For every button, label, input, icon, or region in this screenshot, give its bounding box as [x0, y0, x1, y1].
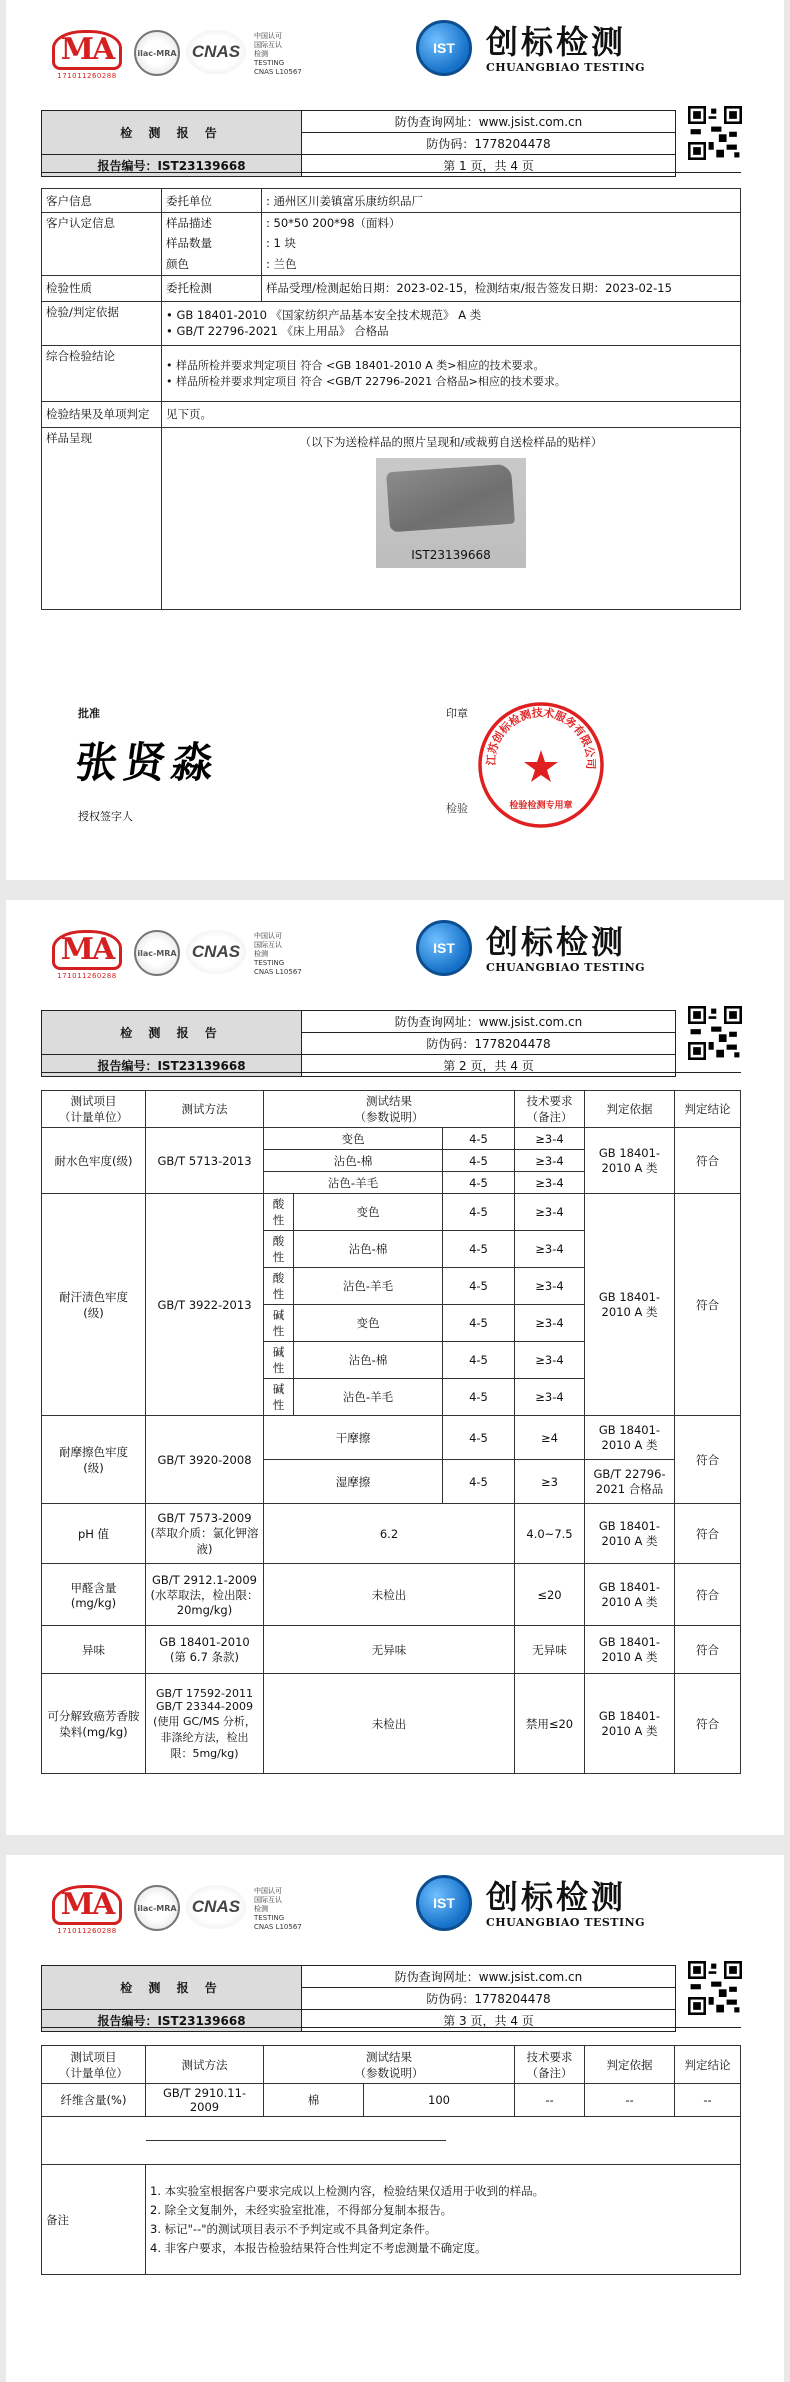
report-number: 报告编号：IST23139668 [42, 155, 302, 177]
qr-code [688, 1961, 742, 2015]
table-row: 综合检验结论 • 样品所检并要求判定项目 符合 <GB 18401-2010 A 类>相应的技术要求。 • 样品所检并要求判定项目 符合 <GB/T 22796-2021 合格品>相应的技术要求。 [42, 345, 741, 401]
table-row: 湿摩擦 4-5 ≥3 GB/T 22796-2021 合格品 [42, 1460, 741, 1504]
table-row: 碱性 沾色-棉 4-5 ≥3-4 [42, 1342, 741, 1379]
official-seal [476, 700, 606, 830]
report-header-table [41, 1965, 676, 2032]
seal-overlap-text: 检验 [446, 802, 468, 815]
table-row: 沾色-羊毛 4-5 ≥3-4 [42, 1172, 741, 1194]
report-title: 检 测 报 告 [42, 1011, 302, 1055]
page-indicator: 第 1 页，共 4 页 [302, 155, 676, 177]
seal-text: 江苏创标检测技术服务有限公司 [484, 706, 598, 770]
table-row: 客户信息 委托单位 : 通州区川姜镇富乐康纺织品厂 [42, 189, 741, 213]
table-row: 样品呈现 （以下为送检样品的照片呈现和/或裁剪自送检样品的贴样） IST23139668 [42, 427, 741, 609]
table-row: 耐摩擦色牢度 (级) GB/T 3920-2008 干摩擦 4-5 ≥4 GB 18401-2010 A 类 符合 [42, 1416, 741, 1460]
table-row: 客户认定信息 样品描述 : 50*50 200*98（面料） [42, 213, 741, 234]
signature: 张贤淼 [72, 738, 224, 787]
table-row: 酸性 沾色-棉 4-5 ≥3-4 [42, 1231, 741, 1268]
table-row: 检验性质 委托检测 样品受理/检测起始日期：2023-02-15，检测结束/报告签发日期：2023-02-15 [42, 275, 741, 301]
signer-label: 授权签字人 [78, 810, 133, 823]
cnas-logo: CNAS [186, 30, 246, 74]
ma-logo: MA 171011260288 [46, 30, 128, 82]
brand-name: 创标检测 [486, 1877, 627, 1916]
ilac-mra-logo: ilac-MRA [134, 1885, 180, 1931]
seal-label: 印章 [446, 707, 468, 720]
table-row: 甲醛含量 (mg/kg) GB/T 2912.1-2009 (水萃取法，检出限：20mg/kg) 未检出 ≤20 GB 18401-2010 A 类 符合 [42, 1564, 741, 1626]
report-page-3 [6, 1855, 784, 2382]
report-title: 检 测 报 告 [42, 111, 302, 155]
brand-name: 创标检测 [486, 22, 627, 61]
table-row: pH 值 GB/T 7573-2009 (萃取介质：氯化钾溶液) 6.2 4.0~7.5 GB 18401-2010 A 类 符合 [42, 1504, 741, 1564]
brand-en: CHUANGBIAO TESTING [486, 60, 646, 74]
note-item: 4. 非客户要求，本报告检验结果符合性判定不考虑测量不确定度。 [150, 2240, 487, 2255]
certification-logos [46, 30, 302, 82]
note-item: 2. 除全文复制外，未经实验室批准，不得部分复制本报告。 [150, 2202, 453, 2217]
ist-logo: IST [416, 1875, 472, 1931]
ilac-mra-logo: ilac-MRA [134, 930, 180, 976]
table-row: 碱性 变色 4-5 ≥3-4 [42, 1305, 741, 1342]
brand-en: CHUANGBIAO TESTING [486, 1915, 646, 1929]
table-row: 酸性 沾色-羊毛 4-5 ≥3-4 [42, 1268, 741, 1305]
anti-fake-code: 防伪码：1778204478 [302, 133, 676, 155]
table-row: 纤维含量(%) GB/T 2910.11-2009 棉 100 -- -- -- [42, 2084, 741, 2117]
brand-name: 创标检测 [486, 922, 627, 961]
table-row: 样品数量 : 1 块 [42, 233, 741, 253]
report-number: 报告编号：IST23139668 [42, 2010, 302, 2032]
cnas-logo: CNAS [186, 1885, 246, 1929]
report-page-1 [6, 0, 784, 880]
table-row: 异味 GB 18401-2010 (第 6.7 条款) 无异味 无异味 GB 18401-2010 A 类 符合 [42, 1626, 741, 1674]
report-title: 检 测 报 告 [42, 1966, 302, 2010]
report-header-table [41, 1010, 676, 1077]
ist-logo: IST [416, 20, 472, 76]
qr-code [688, 1006, 742, 1060]
sample-photo [376, 458, 526, 568]
seal-star [524, 750, 558, 782]
ilac-mra-logo: ilac-MRA [134, 30, 180, 76]
brand [416, 20, 645, 76]
qr-code [688, 106, 742, 160]
page-indicator: 第 2 页，共 4 页 [302, 1055, 676, 1077]
table-row: 可分解致癌芳香胺染料(mg/kg) GB/T 17592-2011 GB/T 23344-2009 (使用 GC/MS 分析，非涤纶方法，检出限：5mg/kg) 未检出 禁用≤20 GB 18401-2010 A 类 符合 [42, 1674, 741, 1774]
cnas-logo: CNAS [186, 930, 246, 974]
certification-logos [46, 1885, 302, 1937]
page-indicator: 第 3 页，共 4 页 [302, 2010, 676, 2032]
divider [41, 172, 741, 173]
anti-fake-url: 防伪查询网址：www.jsist.com.cn [302, 1966, 676, 1988]
report-page-2 [6, 900, 784, 1835]
report-number: 报告编号：IST23139668 [42, 1055, 302, 1077]
divider [41, 2027, 741, 2028]
sample-id: IST23139668 [411, 547, 491, 562]
brand [416, 920, 645, 976]
note-item: 3. 标记"--"的测试项目表示不予判定或不具备判定条件。 [150, 2221, 437, 2236]
page-header [6, 0, 784, 100]
divider [146, 2140, 446, 2141]
note-item: 1. 本实验室根据客户要求完成以上检测内容，检验结果仅适用于收到的样品。 [150, 2183, 545, 2198]
anti-fake-url: 防伪查询网址：www.jsist.com.cn [302, 111, 676, 133]
table-row: 备注 1. 本实验室根据客户要求完成以上检测内容，检验结果仅适用于收到的样品。 2. 除全文复制外，未经实验室批准，不得部分复制本报告。 3. 标记"--"的测试项目表示不予判定或不具备判定条件。 4. 非客户要求，本报告检验结果符合性判定不考虑测量不确定度。 [42, 2165, 741, 2275]
report-header-table [41, 110, 676, 177]
test-results-table [41, 1090, 741, 1774]
client-info-table [41, 188, 741, 610]
table-row: 耐水色牢度(级) GB/T 5713-2013 变色 4-5 ≥3-4 GB 18401-2010 A 类 符合 [42, 1128, 741, 1150]
anti-fake-code: 防伪码：1778204478 [302, 1988, 676, 2010]
table-header-row: 测试项目 （计量单位） 测试方法 测试结果 （参数说明） 技术要求 （备注） 判定依据 判定结论 [42, 1091, 741, 1128]
cnas-cert-text: 中国认可 国际互认 检测 TESTING CNAS L10567 [254, 1887, 302, 1931]
cnas-cert-text: 中国认可 国际互认 检测 TESTING CNAS L10567 [254, 932, 302, 976]
table-row: 沾色-棉 4-5 ≥3-4 [42, 1150, 741, 1172]
table-header-row: 测试项目 （计量单位） 测试方法 测试结果 （参数说明） 技术要求 （备注） 判定依据 判定结论 [42, 2046, 741, 2084]
table-row: 颜色 : 兰色 [42, 253, 741, 275]
certification-logos [46, 930, 302, 982]
table-row [42, 2117, 741, 2165]
ma-logo: MA 171011260288 [46, 930, 128, 982]
table-row: 检验结果及单项判定 见下页。 [42, 401, 741, 427]
brand-en: CHUANGBIAO TESTING [486, 960, 646, 974]
brand [416, 1875, 645, 1931]
table-row: 耐汗渍色牢度 (级) GB/T 3922-2013 酸性 变色 4-5 ≥3-4 GB 18401-2010 A 类 符合 [42, 1194, 741, 1231]
cnas-cert-text: 中国认可 国际互认 检测 TESTING CNAS L10567 [254, 32, 302, 76]
page-header [6, 1855, 784, 1955]
table-row: 检验/判定依据 • GB 18401-2010 《国家纺织产品基本安全技术规范》 A 类 • GB/T 22796-2021 《床上用品》 合格品 [42, 301, 741, 345]
ist-logo: IST [416, 920, 472, 976]
anti-fake-code: 防伪码：1778204478 [302, 1033, 676, 1055]
divider [41, 1072, 741, 1073]
page-header [6, 900, 784, 1000]
ma-logo: MA 171011260288 [46, 1885, 128, 1937]
fiber-results-table [41, 2045, 741, 2275]
approve-label: 批准 [78, 707, 100, 720]
anti-fake-url: 防伪查询网址：www.jsist.com.cn [302, 1011, 676, 1033]
seal-sub: 检验检测专用章 [509, 801, 573, 811]
table-row: 碱性 沾色-羊毛 4-5 ≥3-4 [42, 1379, 741, 1416]
fabric-sample [386, 463, 515, 532]
